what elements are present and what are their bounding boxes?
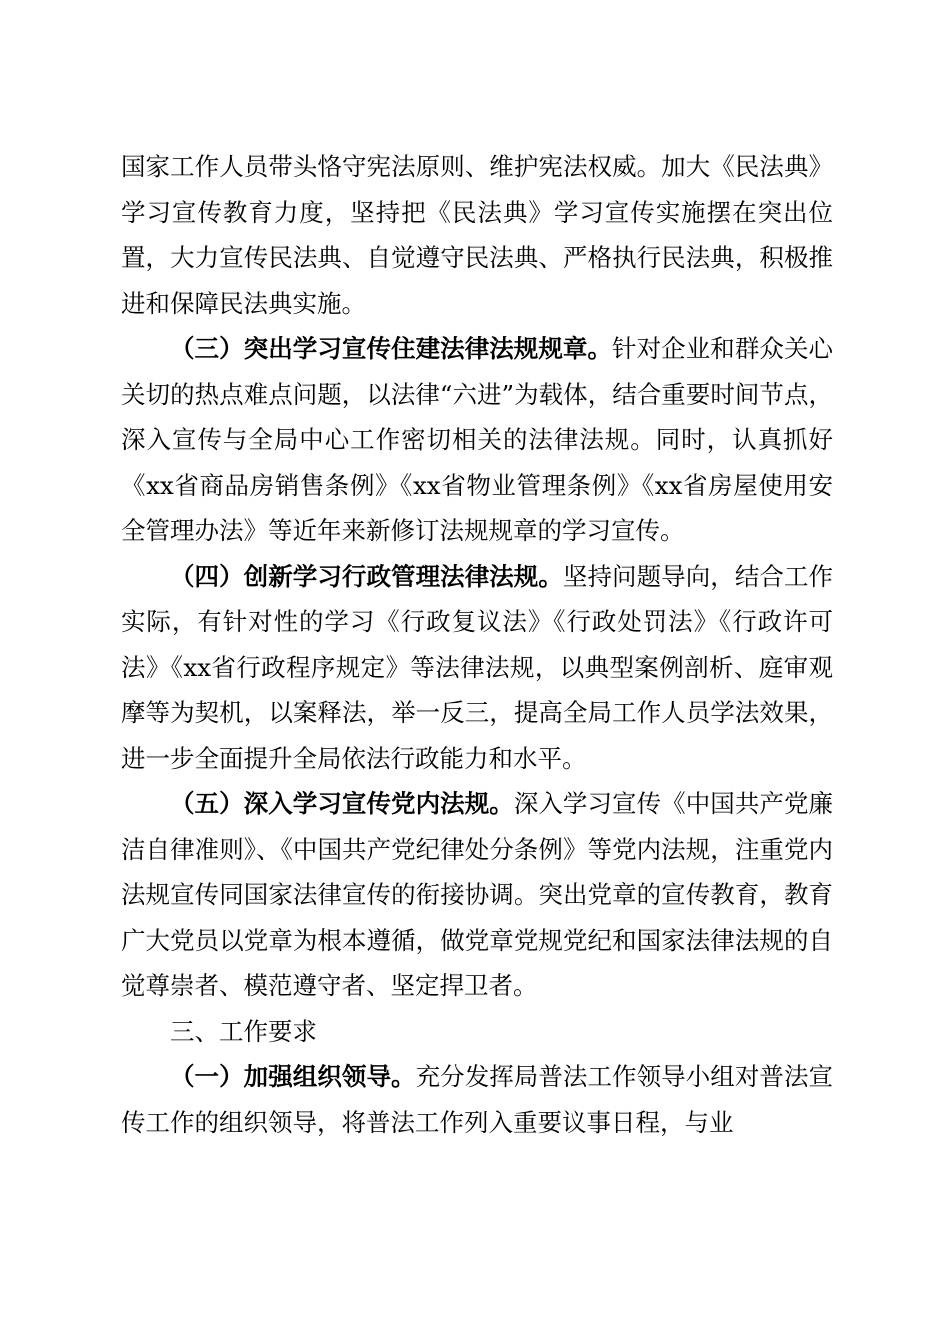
paragraph-text: 针对企业和群众关心关切的热点难点问题，以法律“六进”为载体，结合重要时间节点，深入宣传与全局中心工作密切相关的法律法规。同时，认真抓好《xx省商品房销售条例》《xx省物业管理条例》《xx省房屋使用安全管理办法》等近年来新修订法规规章的学习宣传。 <box>121 334 834 545</box>
document-body <box>121 144 833 1145</box>
paragraph-housing-laws <box>121 326 833 554</box>
paragraph-party-regulations <box>121 781 833 1009</box>
paragraph-lead-5: （五）深入学习宣传党内法规。 <box>170 789 514 818</box>
paragraph-text: 深入学习宣传《中国共产党廉洁自律准则》、《中国共产党纪律处分条例》等党内法规，注重党内法规宣传同国家法律宣传的衔接协调。突出党章的宣传教育，教育广大党员以党章为根本遵循，做党章党规党纪和国家法律法规的自觉尊崇者、模范遵守者、坚定捍卫者。 <box>121 789 834 1000</box>
section-heading: 三、工作要求 <box>170 1016 317 1046</box>
paragraph-organization-leadership <box>121 1054 833 1145</box>
paragraph-administrative-laws <box>121 554 833 782</box>
paragraph-text: 充分发挥局普法工作领导小组对普法宣传工作的组织领导，将普法工作列入重要议事日程，与业 <box>121 1062 833 1137</box>
paragraph-lead-3: （三）突出学习宣传住建法律法规规章。 <box>170 334 613 363</box>
paragraph-lead-4: （四）创新学习行政管理法律法规。 <box>170 561 563 591</box>
paragraph-text: 国家工作人员带头恪守宪法原则、维护宪法权威。加大《民法典》学习宣传教育力度，坚持把《民法典》学习宣传实施摆在突出位置，大力宣传民法典、自觉遵守民法典、严格执行民法典，积极推进和保障民法典实施。 <box>121 152 833 318</box>
paragraph-lead-1: （一）加强组织领导。 <box>170 1062 416 1091</box>
paragraph-constitution-civil-code <box>121 144 833 326</box>
paragraph-text: 坚持问题导向，结合工作实际，有针对性的学习《行政复议法》《行政处罚法》《行政许可法》《xx省行政程序规定》等法律法规，以典型案例剖析、庭审观摩等为契机，以案释法，举一反三，提高全局工作人员学法效果，进一步全面提升全局依法行政能力和水平。 <box>121 561 833 773</box>
